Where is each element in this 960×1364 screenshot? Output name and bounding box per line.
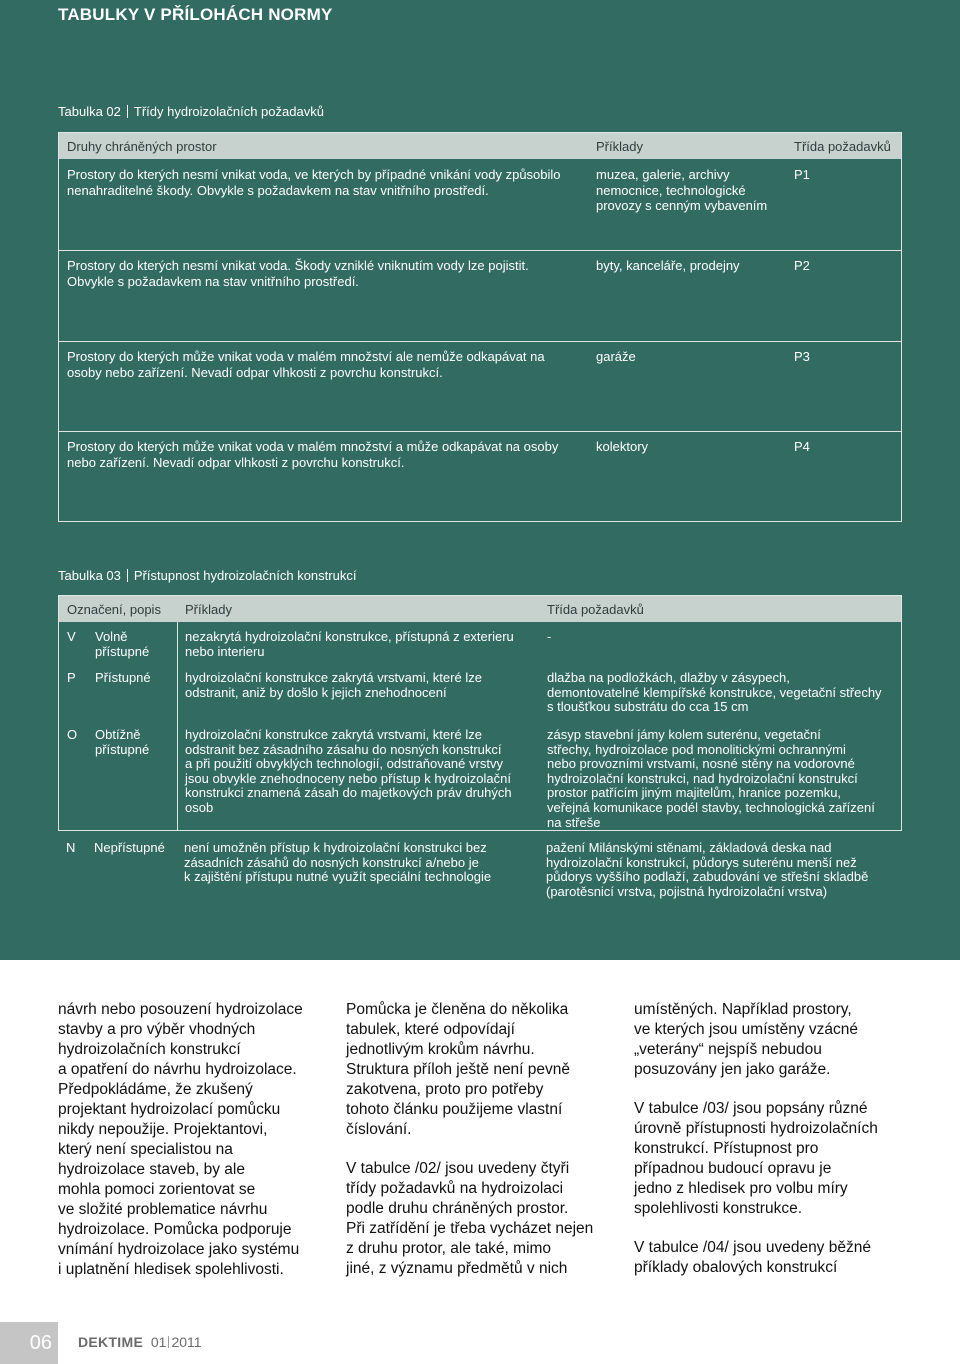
table03-header-col2: Příklady [185,602,232,617]
table02 [58,132,902,522]
table02-row3-class: P3 [794,349,810,364]
table03-row3-description: hydroizolační konstrukce zakrytá vrstvami, které lze odstranit bez zásadního zásahu do nosných konstrukcí a při použití obvyklých technologií, odstraňované vrstvy jsou obvykle znehodnoceny nebo přístup k hydroizolační konstrukci znamená zásah do majetkových práv druhých osob [185,727,512,815]
table03-row3-examples: zásyp stavební jámy kolem suterénu, vegetační střechy, hydroizolace pod monolitickými ochrannými nebo provozními vrstvami, nosné stěny na vodorovné hydroizolační konstrukci, nad hydroizolační konstrukcí prostor patřícím jiným majitelům, hranice pozemku, veřejná komunikace podél stavby, technologická zařízení na střeše [547,727,875,830]
issue-year: 2011 [171,1334,202,1350]
table02-row4-description: Prostory do kterých může vnikat voda v malém množství a může odkapávat na osoby nebo zařízení. Nevadí odpar vlhkosti z povrchu konstrukcí. [67,439,559,470]
table02-row3-description: Prostory do kterých může vnikat voda v malém množství ale nemůže odkapávat na osoby nebo zařízení. Nevadí odpar vlhkosti z povrchu konstrukcí. [67,349,545,380]
brand-name: DEKTIME [78,1334,144,1350]
footer-brand [78,1334,202,1350]
table03-column-divider [177,622,178,830]
body-column-2 [346,1000,621,1298]
table03-caption-title: Přístupnost hydroizolačních konstrukcí [133,568,357,583]
page-number-tab [0,1322,58,1364]
table03-row2-description: hydroizolační konstrukce zakrytá vrstvami, které lze odstranit, aniž by došlo k jejich znehodnocení [185,670,482,700]
table02-row2-description: Prostory do kterých nesmí vnikat voda. Škody vzniklé vniknutím vody lze pojistit. Obvykle s požadavkem na stav vnitřního prostředí. [67,258,529,289]
table02-row1-examples: muzea, galerie, archivy nemocnice, technologické provozy s cenným vybavením [596,167,768,213]
table02-header-col2: Příklady [596,139,643,154]
issue-number: 01 [150,1334,167,1350]
paragraph: umístěných. Například prostory, ve kterých jsou umístěny vzácné „veterány“ nejspíš nebudou posuzovány jen jako garáže. [634,1001,858,1078]
paragraph: návrh nebo posouzení hydroizolace stavby a pro výběr vhodných hydroizolačních konstrukcí a opatření do návrhu hydroizolace. Předpokládáme, že zkušený projektant hydroizolací pomůcku nikdy nepoužije. Projektantovi, který není specialistou na hydroizolace staveb, by ale mohla pomoci zorientovat se ve složité problematice návrhu hydroizolace. Pomůcka podporuje vnímání hydroizolace jako systému i uplatnění hledisek spolehlivosti. [58,1001,303,1278]
table02-row4-class: P4 [794,439,810,454]
table02-caption-title: Třídy hydroizolačních požadavků [133,104,324,119]
caption-divider [127,105,128,118]
table03-header-col3: Třída požadavků [547,602,644,617]
table03-row2-examples: dlažba na podložkách, dlažby v zásypech, demontovatelné klempířské konstrukce, vegetační střechy s tloušťkou substrátu do cca 15 cm [547,670,882,715]
table02-row4-examples: kolektory [596,439,649,454]
table03-header [59,596,901,622]
table03-caption-number: Tabulka 03 [58,568,121,583]
table02-row1-description: Prostory do kterých nesmí vnikat voda, ve kterých by případné vnikání vody způsobilo nenahraditelné škody. Obvykle s požadavkem na stav vnitřního prostředí. [67,167,561,198]
paragraph: Pomůcka je členěna do několika tabulek, které odpovídají jednotlivým krokům návrhu. Struktura příloh ještě není pevně zakotvena, proto pro potřeby tohoto článku použijeme vlastní číslování. [346,1001,571,1138]
paragraph: V tabulce /02/ jsou uvedeny čtyři třídy požadavků na hydroizolaci podle druhu chráněných prostor. Při zatřídění je třeba vycházet nejen z druhu protor, ale také, mimo jiné, z významu předmětů v nich [346,1160,594,1277]
table02-divider [59,431,901,432]
table03-row4-examples: pažení Milánskými stěnami, základová deska nad hydroizolační konstrukcí, půdorys suterénu menší než půdorys vyššího podlaží, zabudování ve střešní skladbě (parotěsnicí vrstva, pojistná hydroizolační vrstva) [546,840,869,899]
caption-divider [127,569,128,582]
table03-row4-description: není umožněn přístup k hydroizolační konstrukci bez zásadních zásahů do nosných konstrukcí a/nebo je k zajištění přístupu nutné využít speciální technologie [184,840,492,885]
table02-row1-class: P1 [794,167,810,182]
section-title: TABULKY V PŘÍLOHÁCH NORMY [58,5,333,24]
page-number: 06 [29,1332,52,1354]
table02-header-col1: Druhy chráněných prostor [67,139,217,154]
table02-caption [58,104,324,119]
table03-row1-description: nezakrytá hydroizolační konstrukce, přístupná z exterieru nebo interieru [185,629,514,659]
table03-header-col1: Označení, popis [67,602,161,617]
table03-row3-name: Obtížně přístupné [95,727,150,757]
table02-row3-examples: garáže [596,349,636,364]
body-column-3 [634,1000,924,1297]
table03-row1-name: Volně přístupné [95,629,150,659]
table02-row2-examples: byty, kanceláře, prodejny [596,258,740,273]
table02-header-col3: Třída požadavků [794,139,891,154]
table03-caption [58,568,356,583]
table02-row2-class: P2 [794,258,810,273]
paragraph: V tabulce /04/ jsou uvedeny běžné příklady obalových konstrukcí [634,1239,871,1276]
table03-row2-name: Přístupné [95,670,151,685]
table03 [58,595,902,831]
table02-divider [59,250,901,251]
table03-row1-examples: - [547,629,552,644]
table03-row4-code: N [66,840,76,855]
table02-header [59,133,901,159]
table03-row4-name: Nepřístupné [94,840,165,855]
footer-divider [168,1336,169,1348]
table03-row3-code: O [67,727,78,742]
table02-divider [59,341,901,342]
table03-row1-code: V [67,629,76,644]
body-column-1 [58,1000,333,1299]
paragraph: V tabulce /03/ jsou popsány různé úrovně přístupnosti hydroizolačních konstrukcí. Přístupnost pro případnou budoucí opravu je jedno z hledisek pro volbu míry spolehlivosti konstrukce. [634,1100,878,1217]
table03-row2-code: P [67,670,76,685]
table02-caption-number: Tabulka 02 [58,104,121,119]
